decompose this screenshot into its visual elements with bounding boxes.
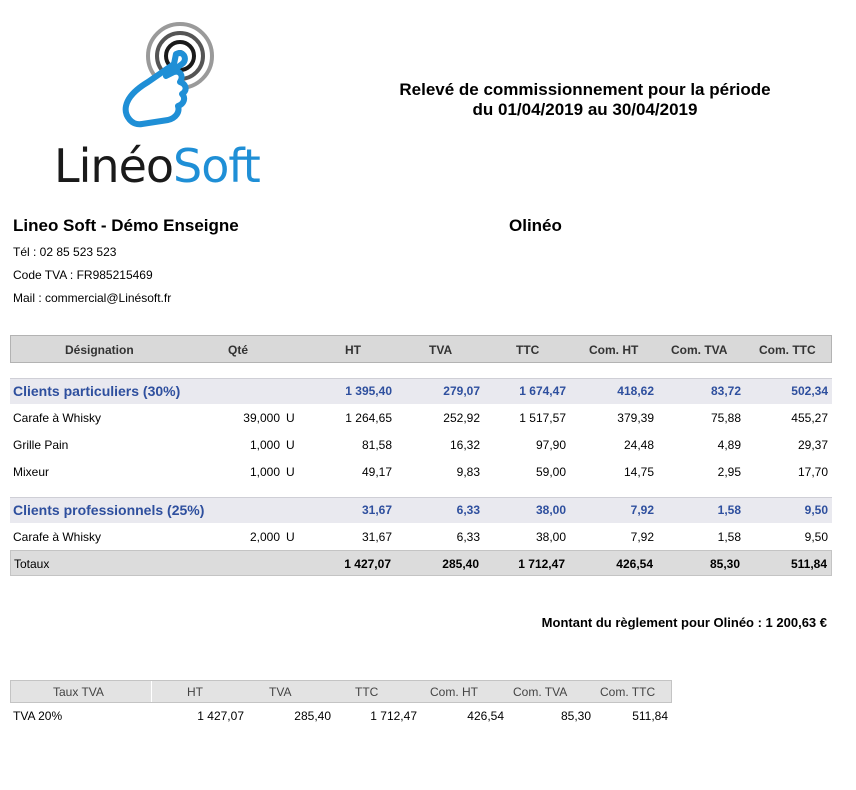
table-row bbox=[10, 523, 832, 550]
group-com-tva: 1,58 bbox=[717, 503, 741, 517]
item-ttc: 59,00 bbox=[535, 465, 566, 479]
vat-tva: 285,40 bbox=[294, 709, 331, 723]
vat-com-tva: 85,30 bbox=[560, 709, 591, 723]
header-com-ttc: Com. TTC bbox=[759, 343, 816, 357]
item-ht: 81,58 bbox=[361, 438, 392, 452]
table-row bbox=[10, 404, 832, 431]
item-com-ht: 379,39 bbox=[617, 411, 654, 425]
header-ht: HT bbox=[345, 343, 361, 357]
item-com-ht: 24,48 bbox=[623, 438, 654, 452]
commission-table bbox=[10, 335, 832, 576]
company-name: Lineo Soft - Démo Enseigne bbox=[13, 216, 239, 235]
item-qty: 39,000 bbox=[243, 411, 280, 425]
title-line-2: du 01/04/2019 au 30/04/2019 bbox=[472, 100, 698, 119]
item-tva: 252,92 bbox=[443, 411, 480, 425]
table-row bbox=[10, 431, 832, 458]
vat-com-ht: 426,54 bbox=[467, 709, 504, 723]
vat-header-com-ttc: Com. TTC bbox=[600, 685, 656, 699]
group-com-ht: 7,92 bbox=[630, 503, 654, 517]
item-com-ttc: 29,37 bbox=[797, 438, 828, 452]
group-label: Clients professionnels (25%) bbox=[13, 502, 205, 518]
item-com-tva: 75,88 bbox=[710, 411, 741, 425]
vat-header-tva: TVA bbox=[269, 685, 292, 699]
header-com-ht: Com. HT bbox=[589, 343, 639, 357]
group-tva: 279,07 bbox=[443, 384, 480, 398]
item-com-ttc: 455,27 bbox=[791, 411, 828, 425]
group-tva: 6,33 bbox=[456, 503, 480, 517]
item-qty: 2,000 bbox=[249, 530, 280, 544]
vat-com-ttc: 511,84 bbox=[632, 709, 668, 723]
item-tva: 16,32 bbox=[449, 438, 480, 452]
header-designation: Désignation bbox=[65, 343, 134, 357]
item-tva: 6,33 bbox=[456, 530, 480, 544]
vat-header-com-ht: Com. HT bbox=[430, 685, 478, 699]
vat-summary-table bbox=[10, 680, 672, 729]
group-row bbox=[10, 497, 832, 523]
item-qty: 1,000 bbox=[249, 465, 280, 479]
title-line-1: Relevé de commissionnement pour la période bbox=[399, 80, 771, 99]
group-com-ttc: 9,50 bbox=[804, 503, 828, 517]
totals-tva: 285,40 bbox=[442, 557, 479, 571]
group-com-tva: 83,72 bbox=[710, 384, 741, 398]
item-com-ht: 14,75 bbox=[623, 465, 654, 479]
vat-header-ht: HT bbox=[187, 685, 203, 699]
item-unit: U bbox=[286, 438, 295, 452]
company-tva-code: Code TVA : FR985215469 bbox=[13, 268, 153, 282]
group-ttc: 38,00 bbox=[535, 503, 566, 517]
item-com-ht: 7,92 bbox=[630, 530, 654, 544]
item-ht: 49,17 bbox=[361, 465, 392, 479]
totals-com-ttc: 511,84 bbox=[790, 557, 827, 571]
vat-header-ttc: TTC bbox=[355, 685, 379, 699]
item-label: Mixeur bbox=[13, 465, 50, 479]
header-ttc: TTC bbox=[516, 343, 540, 357]
vat-taux: TVA 20% bbox=[13, 709, 63, 723]
recipient-name: Olinéo bbox=[509, 216, 562, 235]
header-tva: TVA bbox=[429, 343, 453, 357]
totals-ht: 1 427,07 bbox=[344, 557, 391, 571]
table-header bbox=[10, 335, 832, 363]
item-tva: 9,83 bbox=[456, 465, 480, 479]
group-ttc: 1 674,47 bbox=[519, 384, 566, 398]
totals-com-ht: 426,54 bbox=[616, 557, 653, 571]
item-ttc: 38,00 bbox=[535, 530, 566, 544]
item-unit: U bbox=[286, 530, 295, 544]
vat-ttc: 1 712,47 bbox=[370, 709, 417, 723]
vat-header-com-tva: Com. TVA bbox=[513, 685, 568, 699]
item-com-tva: 1,58 bbox=[717, 530, 741, 544]
item-ttc: 97,90 bbox=[535, 438, 566, 452]
header-com-tva: Com. TVA bbox=[671, 343, 728, 357]
group-com-ttc: 502,34 bbox=[791, 384, 828, 398]
logo-hand-icon bbox=[118, 18, 218, 136]
header-qte: Qté bbox=[228, 343, 249, 357]
vat-header-taux: Taux TVA bbox=[53, 685, 104, 699]
report-title bbox=[355, 80, 815, 120]
item-unit: U bbox=[286, 411, 295, 425]
payment-amount: Montant du règlement pour Olinéo : 1 200,63 € bbox=[541, 615, 827, 630]
totals-ttc: 1 712,47 bbox=[518, 557, 565, 571]
item-com-tva: 4,89 bbox=[717, 438, 741, 452]
item-com-ttc: 17,70 bbox=[797, 465, 828, 479]
item-label: Carafe à Whisky bbox=[13, 411, 102, 425]
company-mail: Mail : commercial@Linésoft.fr bbox=[13, 291, 172, 305]
group-label: Clients particuliers (30%) bbox=[13, 383, 181, 399]
vat-ht: 1 427,07 bbox=[197, 709, 244, 723]
vat-table-row bbox=[10, 703, 672, 729]
totals-label: Totaux bbox=[14, 557, 50, 571]
group-ht: 31,67 bbox=[361, 503, 392, 517]
item-ht: 1 264,65 bbox=[345, 411, 392, 425]
vat-table-header bbox=[10, 680, 672, 703]
item-qty: 1,000 bbox=[249, 438, 280, 452]
company-tel: Tél : 02 85 523 523 bbox=[13, 245, 117, 259]
item-com-ttc: 9,50 bbox=[804, 530, 828, 544]
group-row bbox=[10, 378, 832, 404]
totals-row bbox=[10, 550, 832, 576]
group-com-ht: 418,62 bbox=[617, 384, 654, 398]
item-com-tva: 2,95 bbox=[717, 465, 741, 479]
logo-wordmark: LinéoSoft bbox=[54, 139, 260, 193]
item-label: Carafe à Whisky bbox=[13, 530, 102, 544]
group-ht: 1 395,40 bbox=[345, 384, 392, 398]
totals-com-tva: 85,30 bbox=[709, 557, 740, 571]
item-unit: U bbox=[286, 465, 295, 479]
item-ht: 31,67 bbox=[361, 530, 392, 544]
item-label: Grille Pain bbox=[13, 438, 69, 452]
item-ttc: 1 517,57 bbox=[519, 411, 566, 425]
table-row bbox=[10, 458, 832, 485]
